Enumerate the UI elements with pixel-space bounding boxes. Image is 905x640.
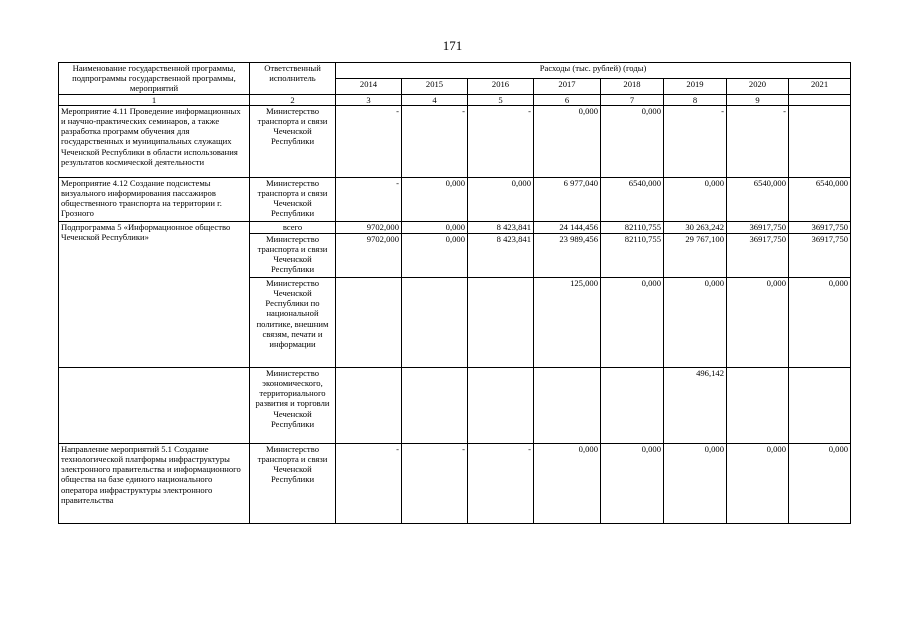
value-cell: 496,142: [664, 367, 727, 443]
value-cell: 9702,000: [336, 221, 402, 233]
value-cell: 6540,000: [727, 177, 789, 221]
value-cell: 36917,750: [789, 221, 851, 233]
year-cell: 2015: [402, 78, 468, 94]
activity-name: Направление мероприятий 5.1 Создание технологической платформы инфраструктуры электронного правительства и информационного общества на базе единого национального оператора инфраструктуры электронного правительства: [59, 443, 250, 523]
year-cell: 2019: [664, 78, 727, 94]
value-cell: 29 767,100: [664, 233, 727, 277]
value-cell: 0,000: [727, 277, 789, 367]
table-row: [59, 443, 851, 523]
value-cell: 24 144,456: [534, 221, 601, 233]
value-cell: 125,000: [534, 277, 601, 367]
responsible-executor: Министерство транспорта и связи Чеченской Республики: [250, 233, 336, 277]
value-cell: [402, 367, 468, 443]
activity-name: Мероприятие 4.12 Создание подсистемы визуального информирования пассажиров общественного транспорта на территории г. Грозного: [59, 177, 250, 221]
value-cell: -: [336, 443, 402, 523]
col-number: 6: [534, 94, 601, 105]
value-cell: 6540,000: [601, 177, 664, 221]
page-number: 171: [442, 38, 463, 53]
value-cell: 0,000: [789, 443, 851, 523]
value-cell: 0,000: [789, 277, 851, 367]
value-cell: 0,000: [664, 177, 727, 221]
col-number: 5: [468, 94, 534, 105]
value-cell: 0,000: [468, 177, 534, 221]
value-cell: -: [468, 105, 534, 177]
value-cell: -: [336, 177, 402, 221]
activity-name-empty: [59, 367, 250, 443]
value-cell: 82110,755: [601, 221, 664, 233]
value-cell: 0,000: [664, 443, 727, 523]
value-cell: -: [727, 105, 789, 177]
value-cell: [336, 277, 402, 367]
header-row-top: [59, 63, 851, 79]
responsible-executor: Министерство транспорта и связи Чеченской Республики: [250, 443, 336, 523]
value-cell: 0,000: [534, 443, 601, 523]
value-cell: 8 423,841: [468, 221, 534, 233]
col-number: 7: [601, 94, 664, 105]
value-cell: 36917,750: [727, 221, 789, 233]
responsible-executor: Министерство экономического, территориального развития и торговли Чеченской Республики: [250, 367, 336, 443]
year-cell: 2016: [468, 78, 534, 94]
year-cell: 2017: [534, 78, 601, 94]
activity-name: Мероприятие 4.11 Проведение информационных и научно-практических семинаров, а также разработка программ обучения для государственных и муниципальных служащих Чеченской Республики в области использования результатов космической деятельности: [59, 105, 250, 177]
value-cell: 0,000: [402, 233, 468, 277]
col-number: 9: [727, 94, 789, 105]
value-cell: -: [402, 443, 468, 523]
value-cell: 8 423,841: [468, 233, 534, 277]
value-cell: 6 977,040: [534, 177, 601, 221]
value-cell: -: [402, 105, 468, 177]
value-cell: 0,000: [601, 277, 664, 367]
budget-table: [58, 62, 851, 524]
value-cell: [601, 367, 664, 443]
col-number: 1: [59, 94, 250, 105]
table-row: [59, 221, 851, 233]
value-cell: [789, 105, 851, 177]
value-cell: [468, 367, 534, 443]
header-responsible: Ответственный исполнитель: [250, 63, 336, 95]
col-number: 3: [336, 94, 402, 105]
value-cell: [534, 367, 601, 443]
value-cell: -: [664, 105, 727, 177]
value-cell: [727, 367, 789, 443]
column-numbers-row: [59, 94, 851, 105]
value-cell: 23 989,456: [534, 233, 601, 277]
value-cell: 0,000: [664, 277, 727, 367]
activity-name: Подпрограмма 5 «Информационное общество Чеченской Республики»: [59, 221, 250, 367]
value-cell: 36917,750: [789, 233, 851, 277]
responsible-executor: Министерство Чеченской Республики по национальной политике, внешним связям, печати и информации: [250, 277, 336, 367]
col-number: [789, 94, 851, 105]
value-cell: 9702,000: [336, 233, 402, 277]
value-cell: 0,000: [601, 443, 664, 523]
table-row: [59, 367, 851, 443]
value-cell: [789, 367, 851, 443]
value-cell: -: [468, 443, 534, 523]
value-cell: [402, 277, 468, 367]
value-cell: 0,000: [727, 443, 789, 523]
header-name: Наименование государственной программы, подпрограммы государственной программы, мероприятий: [59, 63, 250, 95]
col-number: 2: [250, 94, 336, 105]
responsible-executor: Министерство транспорта и связи Чеченской Республики: [250, 105, 336, 177]
value-cell: 30 263,242: [664, 221, 727, 233]
col-number: 8: [664, 94, 727, 105]
value-cell: 0,000: [402, 221, 468, 233]
year-cell: 2014: [336, 78, 402, 94]
table-row: [59, 105, 851, 177]
value-cell: 82110,755: [601, 233, 664, 277]
value-cell: 0,000: [402, 177, 468, 221]
value-cell: 0,000: [601, 105, 664, 177]
value-cell: 0,000: [534, 105, 601, 177]
value-cell: [336, 367, 402, 443]
col-number: 4: [402, 94, 468, 105]
table-row: [59, 177, 851, 221]
year-cell: 2021: [789, 78, 851, 94]
value-cell: [468, 277, 534, 367]
value-cell: -: [336, 105, 402, 177]
responsible-executor: Министерство транспорта и связи Чеченской Республики: [250, 177, 336, 221]
value-cell: 36917,750: [727, 233, 789, 277]
header-expenses: Расходы (тыс. рублей) (годы): [336, 63, 851, 79]
year-cell: 2018: [601, 78, 664, 94]
year-cell: 2020: [727, 78, 789, 94]
responsible-executor: всего: [250, 221, 336, 233]
value-cell: 6540,000: [789, 177, 851, 221]
